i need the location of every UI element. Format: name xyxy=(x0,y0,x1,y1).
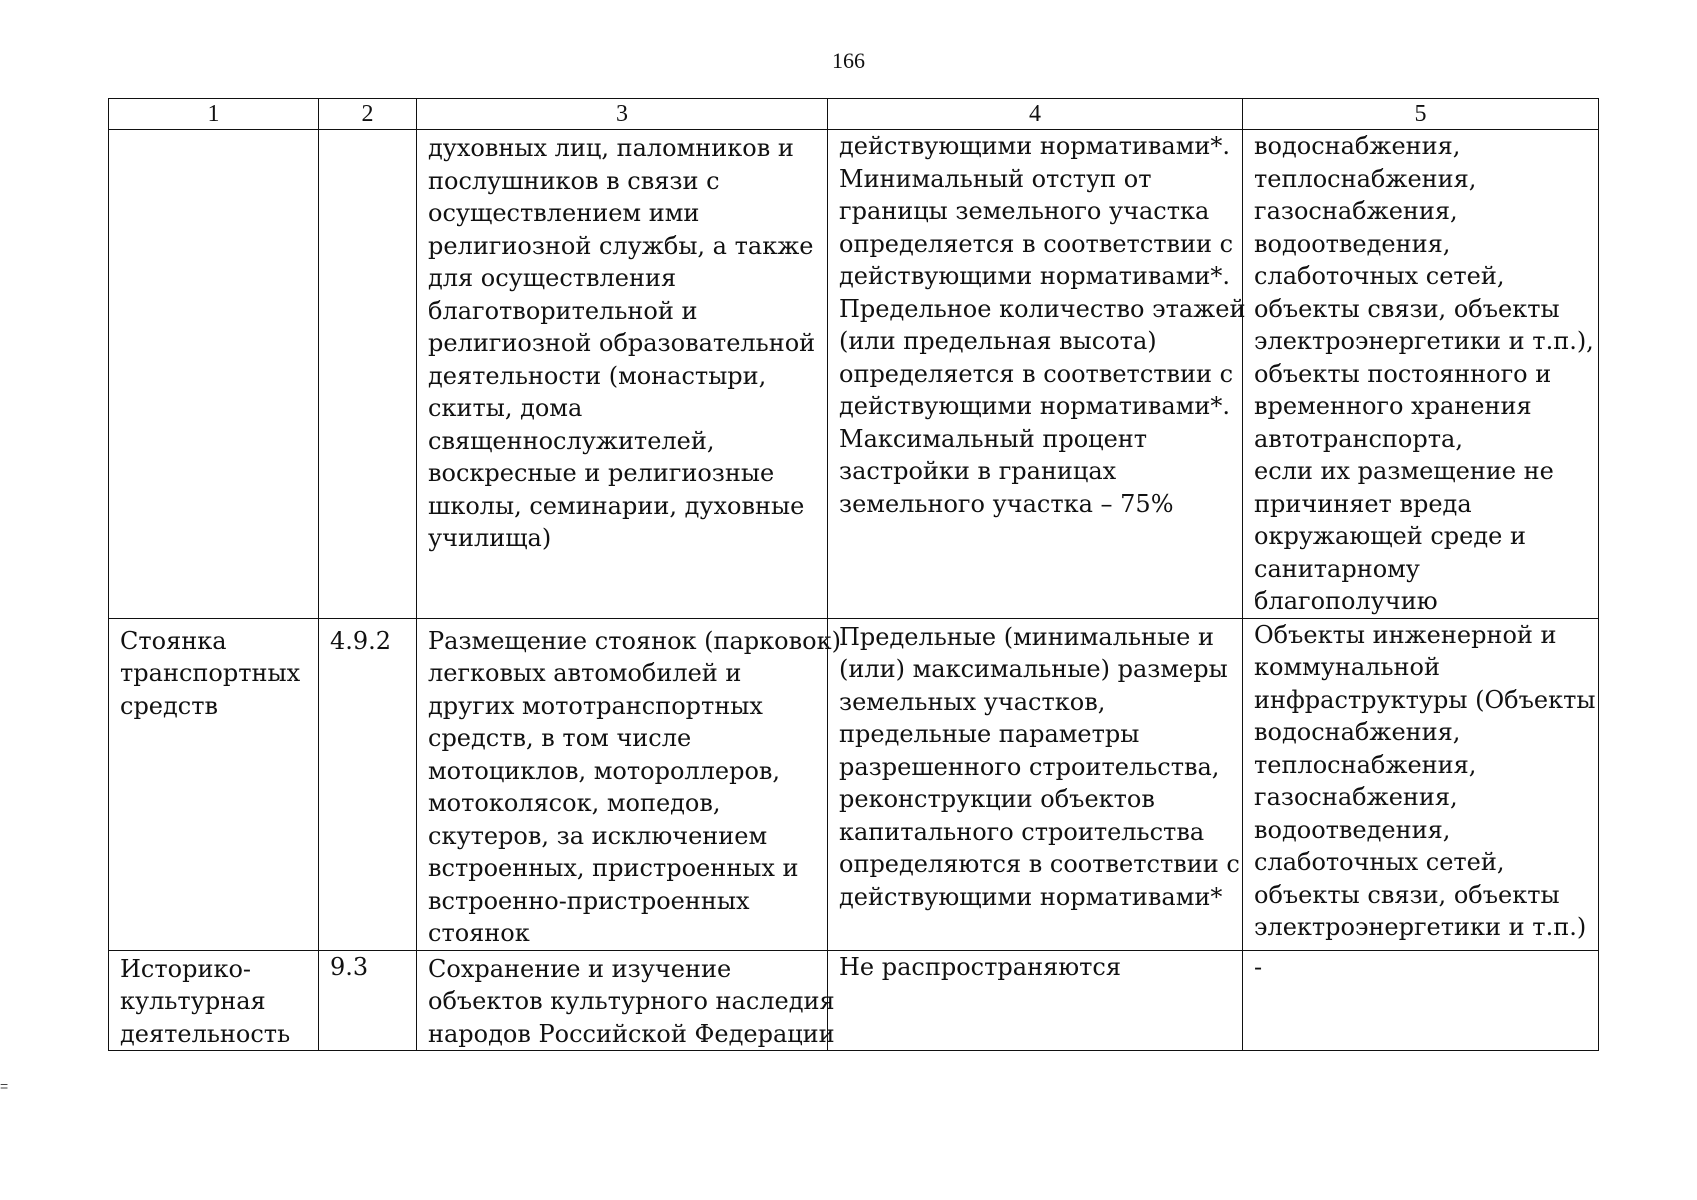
text-line: - xyxy=(1254,952,1263,981)
text-line: духовных лиц, паломников и xyxy=(428,134,794,162)
cell-use-type xyxy=(109,950,319,1051)
text-line: газоснабжения, xyxy=(1254,197,1458,225)
text-line: электроэнергетики и т.п.) xyxy=(1254,913,1587,941)
cell-use-type xyxy=(109,618,319,950)
text-line: временного хранения xyxy=(1254,392,1532,420)
cell-description xyxy=(417,130,828,619)
text-line: объекты связи, объекты xyxy=(1254,294,1560,323)
text-line: деятельности (монастыри, xyxy=(428,361,767,390)
cell-code: 9.3 xyxy=(319,950,417,1051)
column-header-2: 2 xyxy=(319,99,417,130)
cell-description xyxy=(417,950,835,1051)
text-line: благополучию xyxy=(1254,587,1438,615)
text-line: газоснабжения, xyxy=(1254,783,1458,811)
text-line: предельные параметры xyxy=(839,720,1140,748)
text-line: определяется в соответствии с xyxy=(839,229,1234,258)
text-line: Объекты инженерной и xyxy=(1254,620,1557,649)
text-line: земельных участков, xyxy=(839,687,1106,716)
text-line: легковых автомобилей и xyxy=(428,659,742,687)
page-number: 166 xyxy=(832,48,865,73)
cell-auxiliary-uses xyxy=(1243,130,1599,619)
text-line: разрешенного строительства, xyxy=(839,752,1220,781)
text-line: Историко- xyxy=(120,954,252,983)
table-header-row xyxy=(109,99,1599,130)
text-line: мотоциклов, мотороллеров, xyxy=(428,756,781,785)
text-line: священнослужителей, xyxy=(428,426,715,455)
text-line: (или) максимальные) размеры xyxy=(839,655,1228,683)
text-line: автотранспорта, xyxy=(1254,424,1463,453)
text-line: водоотведения, xyxy=(1254,229,1451,258)
text-line: слаботочных сетей, xyxy=(1254,848,1505,876)
text-line: (или предельная высота) xyxy=(839,327,1157,355)
text-line: скутеров, за исключением xyxy=(428,821,768,850)
text-line: реконструкции объектов xyxy=(839,785,1155,813)
text-line: стоянок xyxy=(428,919,530,947)
table-row xyxy=(109,130,1599,619)
text-line: объекты постоянного и xyxy=(1254,359,1552,388)
text-line: застройки в границах xyxy=(839,457,1117,485)
text-line: водоснабжения, xyxy=(1254,132,1461,160)
text-line: Не распространяются xyxy=(839,952,1121,981)
text-line: благотворительной и xyxy=(428,296,698,325)
column-header-4: 4 xyxy=(828,99,1243,130)
text-line: слаботочных сетей, xyxy=(1254,262,1505,290)
text-line: средств xyxy=(120,691,219,720)
cell-parameters xyxy=(828,130,1246,619)
table-row xyxy=(109,950,1599,1051)
cell-auxiliary-uses xyxy=(1243,618,1599,950)
cell-description xyxy=(417,618,841,950)
text-line: санитарному xyxy=(1254,554,1420,583)
text-line: культурная xyxy=(120,987,266,1015)
text-line: причиняет вреда xyxy=(1254,489,1472,518)
text-line: капитального строительства xyxy=(839,817,1205,846)
text-line: встроенно-пристроенных xyxy=(428,886,750,915)
text-line: мотоколясок, мопедов, xyxy=(428,789,721,817)
cell-use-type xyxy=(109,130,319,619)
text-line: электроэнергетики и т.п.), xyxy=(1254,327,1594,355)
cell-auxiliary-uses xyxy=(1243,950,1599,1051)
text-line: инфраструктуры (Объекты xyxy=(1254,685,1596,714)
column-header-5: 5 xyxy=(1243,99,1599,130)
text-line: Максимальный процент xyxy=(839,424,1148,453)
text-line: училища) xyxy=(428,524,552,552)
margin-mark: = xyxy=(0,1078,9,1094)
text-line: скиты, дома xyxy=(428,394,583,422)
column-header-3: 3 xyxy=(417,99,828,130)
text-line: объекты связи, объекты xyxy=(1254,880,1560,909)
text-line: Предельные (минимальные и xyxy=(839,622,1214,651)
text-line: действующими нормативами*. xyxy=(839,392,1230,420)
land-use-table xyxy=(108,98,1599,1051)
text-line: водоотведения, xyxy=(1254,815,1451,844)
text-line: религиозной образовательной xyxy=(428,329,816,357)
text-line: послушников в связи с xyxy=(428,166,720,195)
cell-code xyxy=(319,130,417,619)
text-line: Размещение стоянок (парковок) xyxy=(428,626,841,655)
text-line: определяются в соответствии с xyxy=(839,850,1240,878)
text-line: Предельное количество этажей xyxy=(839,294,1246,323)
text-line: других мототранспортных xyxy=(428,691,763,720)
text-line: если их размещение не xyxy=(1254,457,1554,485)
column-header-1: 1 xyxy=(109,99,319,130)
text-line: водоснабжения, xyxy=(1254,718,1461,746)
table-row xyxy=(109,618,1599,950)
text-line: Сохранение и изучение xyxy=(428,954,732,983)
text-line: земельного участка – 75% xyxy=(839,489,1174,518)
text-line: воскресные и религиозные xyxy=(428,459,775,487)
text-line: коммунальной xyxy=(1254,653,1440,681)
text-line: окружающей среде и xyxy=(1254,522,1526,550)
text-line: школы, семинарии, духовные xyxy=(428,491,805,520)
text-line: Стоянка xyxy=(120,626,227,655)
text-line: для осуществления xyxy=(428,264,677,292)
cell-parameters xyxy=(828,950,1243,1051)
cell-parameters xyxy=(828,618,1243,950)
text-line: транспортных xyxy=(120,659,301,687)
cell-code: 4.9.2 xyxy=(319,618,417,950)
text-line: теплоснабжения, xyxy=(1254,164,1477,193)
text-line: действующими нормативами*. xyxy=(839,132,1230,160)
text-line: деятельность xyxy=(120,1019,291,1048)
text-line: Минимальный отступ от xyxy=(839,164,1152,193)
text-line: теплоснабжения, xyxy=(1254,750,1477,779)
text-line: народов Российской Федерации xyxy=(428,1019,835,1048)
text-line: действующими нормативами* xyxy=(839,882,1223,911)
text-line: определяется в соответствии с xyxy=(839,359,1234,388)
text-line: действующими нормативами*. xyxy=(839,262,1230,290)
text-line: религиозной службы, а также xyxy=(428,231,814,260)
text-line: встроенных, пристроенных и xyxy=(428,854,799,882)
text-line: осуществлением ими xyxy=(428,199,700,227)
text-line: границы земельного участка xyxy=(839,197,1210,225)
text-line: средств, в том числе xyxy=(428,724,692,752)
text-line: объектов культурного наследия xyxy=(428,987,835,1015)
